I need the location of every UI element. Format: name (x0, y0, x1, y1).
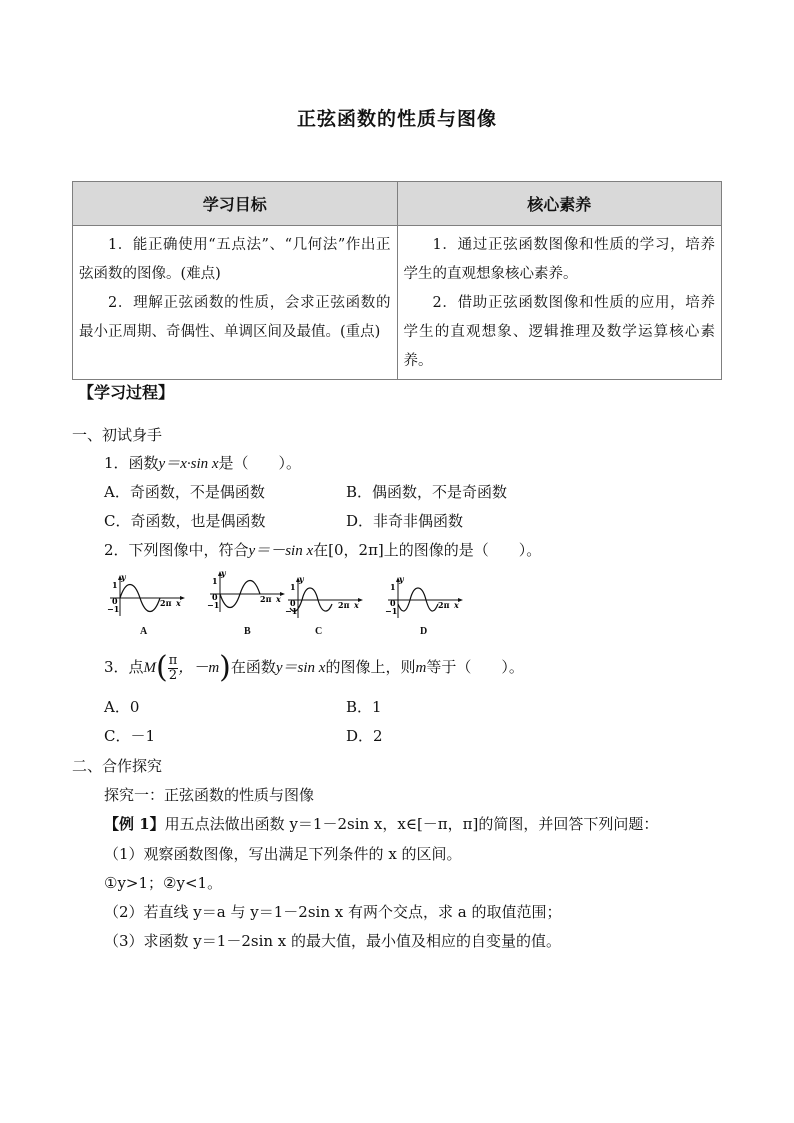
literacy-cell (397, 226, 722, 380)
goals-table (72, 181, 722, 380)
header-goals: 学习目标 (73, 182, 398, 226)
axis-minus-one: −1 (107, 604, 120, 614)
svg-text:2π: 2π (338, 600, 350, 610)
graph-label-a: A (140, 626, 148, 637)
example-1 (104, 814, 658, 834)
q3-fraction: $\frac{\pi}{2}$ (168, 652, 178, 683)
example-item-1: （1）观察函数图像，写出满足下列条件的 x 的区间。 (104, 845, 462, 863)
axis-y: y (121, 572, 126, 582)
q1-option-b: B．偶函数，不是奇函数 (346, 483, 508, 501)
q3-second: ，－m (178, 660, 220, 676)
q3-option-b: B．1 (346, 698, 382, 716)
svg-text:y: y (221, 568, 226, 578)
svg-text:1: 1 (212, 576, 218, 586)
axis-x: x (176, 598, 181, 608)
header-literacy: 核心素养 (397, 182, 722, 226)
example-text: 用五点法做出函数 y＝1－2sin x，x∈[－π，π]的简图，并回答下列问题： (164, 815, 659, 833)
q3-mid: 在函数 (230, 658, 276, 676)
graph-label-b: B (244, 626, 251, 637)
q1-stem (104, 453, 301, 474)
q3-stem: 3．点M( $\frac{\pi}{2}$ ，－m)在函数y＝sin x的图像上，则m等于（ ）。 (104, 650, 524, 685)
q1-expr: y＝x·sin x (158, 456, 219, 472)
graph-b (206, 568, 286, 616)
literacy-item: 1．通过正弦函数图像和性质的学习，培养学生的直观想象核心素养。 (403, 237, 715, 282)
explore-heading: 探究一：正弦函数的性质与图像 (104, 786, 315, 804)
graph-a (106, 572, 186, 620)
svg-text:2π: 2π (260, 594, 272, 604)
page-title: 正弦函数的性质与图像 (296, 108, 497, 130)
process-heading: 【学习过程】 (78, 383, 175, 402)
section2-heading: 二、合作探究 (72, 757, 163, 775)
example-item-1-sub: ①y>1；②y<1。 (104, 874, 223, 892)
q3-option-d: D．2 (346, 727, 383, 745)
goal-item: 2．理解正弦函数的性质，会求正弦函数的最小正周期、奇偶性、单调区间及最值。(重点) (79, 295, 391, 340)
svg-text:−1: −1 (207, 600, 220, 610)
q1-option-c: C．奇函数，也是偶函数 (104, 512, 266, 530)
svg-text:2π: 2π (438, 600, 450, 610)
q1-suffix: 是（ ）。 (218, 454, 302, 472)
graph-c (284, 574, 364, 622)
graph-d (384, 574, 464, 622)
svg-text:−1: −1 (385, 606, 398, 616)
svg-text:0: 0 (390, 598, 396, 608)
svg-text:y: y (299, 574, 304, 584)
graph-label-c: C (315, 626, 323, 637)
section1-heading: 一、初试身手 (72, 426, 163, 444)
example-item-2: （2）若直线 y＝a 与 y＝1－2sin x 有两个交点，求 a 的取值范围； (104, 903, 562, 921)
svg-text:1: 1 (390, 582, 396, 592)
literacy-item: 2．借助正弦函数图像和性质的应用，培养学生的直观想象、逻辑推理及数学运算核心素养。 (403, 295, 715, 369)
axis-zero: 0 (112, 596, 118, 606)
svg-text:x: x (454, 600, 459, 610)
svg-text:y: y (399, 574, 404, 584)
q3-option-c: C．－1 (104, 727, 156, 745)
q3-expr: y＝sin x (275, 660, 326, 676)
goal-item: 1．能正确使用“五点法”、“几何法”作出正弦函数的图像。(难点) (79, 237, 391, 282)
q2-expr: y＝－sin x (248, 543, 314, 559)
q1-option-a: A．奇函数，不是偶函数 (104, 483, 265, 501)
svg-text:x: x (354, 600, 359, 610)
axis-two-pi: 2π (160, 598, 172, 608)
q1-prefix: 1．函数 (104, 454, 159, 472)
q2-suffix: 在[0，2π]上的图像的是（ ）。 (313, 541, 542, 559)
q3-option-a: A．0 (104, 698, 140, 716)
svg-text:0: 0 (212, 592, 218, 602)
q3-prefix: 3．点 (104, 658, 144, 676)
svg-text:0: 0 (290, 598, 296, 608)
q1-option-d: D．非奇非偶函数 (346, 512, 464, 530)
q2-stem (104, 540, 541, 561)
graph-label-d: D (420, 626, 428, 637)
example-item-3: （3）求函数 y＝1－2sin x 的最大值，最小值及相应的自变量的值。 (104, 932, 562, 950)
example-tag: 【例 1】 (104, 815, 165, 833)
svg-text:−1: −1 (285, 606, 298, 616)
goals-cell (73, 226, 398, 380)
q3-var: m (415, 660, 427, 676)
q3-suffix: 的图像上，则 (325, 658, 416, 676)
q3-point: M (143, 660, 157, 676)
q3-end: 等于（ ）。 (426, 658, 524, 676)
svg-text:1: 1 (290, 582, 296, 592)
axis-one: 1 (112, 580, 118, 590)
q2-prefix: 2．下列图像中，符合 (104, 541, 249, 559)
svg-text:x: x (276, 594, 281, 604)
